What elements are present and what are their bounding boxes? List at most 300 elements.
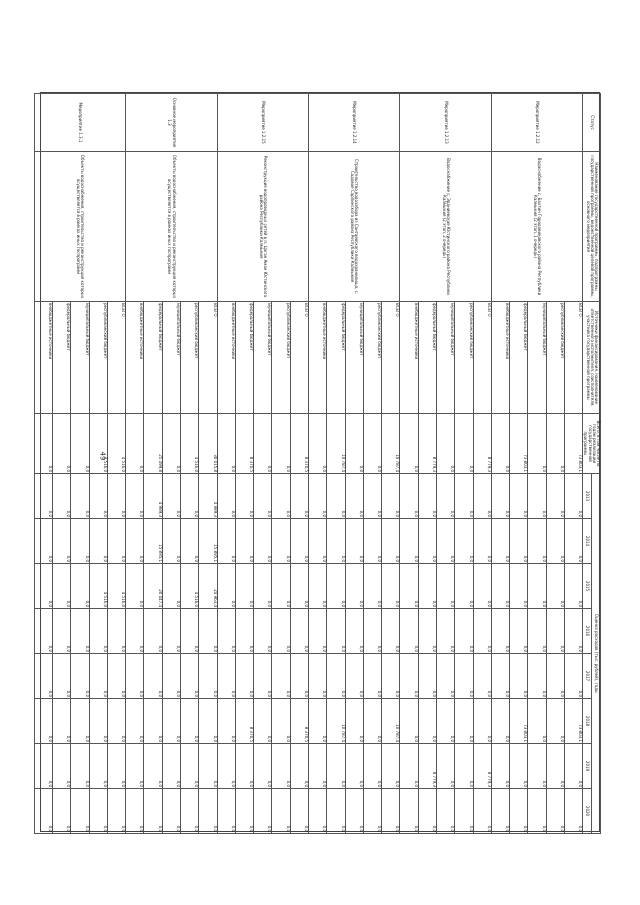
row-value: 0,0 [126, 654, 144, 699]
row-source: муниципальный бюджет [345, 302, 363, 414]
row-source: внебюджетные источники [491, 302, 509, 414]
row-value: 0,0 [71, 789, 89, 834]
row-value: 0,0 [437, 519, 455, 564]
row-value: 0,0 [199, 789, 217, 834]
row-value: 0,0 [418, 654, 436, 699]
row-value: 0,0 [345, 519, 363, 564]
budget-table [34, 93, 601, 834]
row-value: 0,0 [181, 609, 199, 654]
row-source: ВСЕГО [473, 302, 491, 414]
row-value: 15 895,1 [144, 519, 162, 564]
row-value: 0,0 [254, 519, 272, 564]
row-value: 0,0 [437, 564, 455, 609]
row-source: республиканский бюджет [363, 302, 381, 414]
row-value: 0,0 [144, 744, 162, 789]
row-value: 73 803,1 [510, 699, 528, 744]
row-source: федеральный бюджет [53, 302, 71, 414]
row-value: 0,0 [327, 789, 345, 834]
row-source: внебюджетные источники [400, 302, 418, 414]
row-value: 0,0 [400, 474, 418, 519]
row-value: 0,0 [327, 519, 345, 564]
row-value: 0,0 [53, 789, 71, 834]
row-value: 0,0 [126, 699, 144, 744]
row-source: федеральный бюджет [144, 302, 162, 414]
row-value: 0,0 [53, 414, 71, 474]
row-value: 0,0 [53, 699, 71, 744]
row-value: 0,0 [34, 654, 52, 699]
row-value: 0,0 [290, 474, 308, 519]
row-value: 0,0 [309, 474, 327, 519]
row-source: внебюджетные источники [217, 302, 235, 414]
row-value: 0,0 [272, 609, 290, 654]
budget-table-sheet [40, 92, 600, 832]
row-value: 0,0 [564, 789, 582, 834]
row-value: 4 516,0 [181, 564, 199, 609]
row-value: 0,0 [510, 744, 528, 789]
header-year: 2018 [583, 699, 592, 744]
row-value: 0,0 [162, 744, 180, 789]
row-value: 0,0 [217, 609, 235, 654]
row-value: 0,0 [528, 744, 546, 789]
row-value: 0,0 [254, 564, 272, 609]
row-value: 0,0 [418, 789, 436, 834]
row-value: 0,0 [564, 609, 582, 654]
row-value: 0,0 [162, 474, 180, 519]
row-value: 0,0 [126, 609, 144, 654]
row-value: 0,0 [71, 519, 89, 564]
header-name: Наименование государственной программы, подпрограммы государственной программы, ведомственной целевой программы, основного мероприятия [583, 152, 601, 302]
row-value: 0,0 [71, 654, 89, 699]
row-value: 0,0 [126, 414, 144, 474]
row-value: 0,0 [89, 699, 107, 744]
row-value: 0,0 [126, 564, 144, 609]
row-value: 0,0 [235, 654, 253, 699]
row-value: 0,0 [528, 414, 546, 474]
row-value: 0,0 [181, 654, 199, 699]
row-value: 0,0 [400, 654, 418, 699]
header-total: Всего, в том числе по годам реализации государственной программы [583, 414, 601, 474]
row-value: 0,0 [491, 474, 509, 519]
row-value: 0,0 [235, 789, 253, 834]
row-value: 0,0 [345, 474, 363, 519]
row-value: 0,0 [382, 789, 400, 834]
row-value: 0,0 [528, 564, 546, 609]
row-value: 0,0 [546, 474, 564, 519]
row-value: 0,0 [235, 564, 253, 609]
row-value: 0,0 [71, 744, 89, 789]
row-value: 0,0 [327, 654, 345, 699]
row-value: 0,0 [126, 744, 144, 789]
row-source: внебюджетные источники [34, 302, 52, 414]
row-value: 8 779,3 [473, 744, 491, 789]
table-header [583, 94, 601, 834]
row-value: 0,0 [71, 414, 89, 474]
row-value: 8 370,5 [235, 414, 253, 474]
row-value: 0,0 [254, 414, 272, 474]
row-value: 0,0 [382, 564, 400, 609]
row-source: республиканский бюджет [272, 302, 290, 414]
row-value: 0,0 [53, 609, 71, 654]
row-value: 0,0 [272, 699, 290, 744]
row-value: 0,0 [546, 654, 564, 699]
row-value: 0,0 [510, 789, 528, 834]
row-value: 0,0 [510, 519, 528, 564]
row-value: 0,0 [126, 789, 144, 834]
row-value: 0,0 [53, 564, 71, 609]
row-value: 0,0 [34, 789, 52, 834]
row-value: 0,0 [528, 519, 546, 564]
row-value: 0,0 [89, 474, 107, 519]
row-value: 0,0 [309, 699, 327, 744]
table-row [107, 94, 125, 834]
row-value: 4 516,0 [107, 564, 125, 609]
row-value: 4 516,0 [107, 414, 125, 474]
row-source: федеральный бюджет [510, 302, 528, 414]
row-status: Мероприятие 1.2.14 [309, 94, 400, 152]
row-value: 0,0 [564, 519, 582, 564]
row-value: 0,0 [455, 474, 473, 519]
row-value: 0,0 [107, 789, 125, 834]
row-value: 0,0 [309, 654, 327, 699]
row-value: 0,0 [309, 564, 327, 609]
row-status: Основное мероприятие 1.3 [126, 94, 217, 152]
row-name: Реконструкция водопроводных сетей в п. Цаган Аман Юстинского района Республики Калмыкия [217, 152, 308, 302]
row-value: 0,0 [510, 474, 528, 519]
row-value: 0,0 [144, 654, 162, 699]
row-source: республиканский бюджет [181, 302, 199, 414]
row-source: муниципальный бюджет [254, 302, 272, 414]
row-value: 0,0 [254, 744, 272, 789]
row-value: 0,0 [363, 564, 381, 609]
row-value: 8 779,3 [418, 744, 436, 789]
row-source: муниципальный бюджет [71, 302, 89, 414]
row-source: республиканский бюджет [89, 302, 107, 414]
header-year: 2017 [583, 654, 592, 699]
row-value: 0,0 [181, 474, 199, 519]
row-value: 0,0 [71, 609, 89, 654]
page-number: 49 [98, 451, 107, 461]
row-value: 0,0 [144, 699, 162, 744]
row-value: 4 516,0 [89, 564, 107, 609]
row-value: 0,0 [107, 519, 125, 564]
row-value: 0,0 [107, 654, 125, 699]
row-value: 0,0 [71, 699, 89, 744]
row-value: 73 803,1 [564, 414, 582, 474]
row-value: 0,0 [345, 654, 363, 699]
row-value: 0,0 [510, 654, 528, 699]
row-value: 0,0 [71, 474, 89, 519]
row-value: 0,0 [162, 699, 180, 744]
row-value: 0,0 [363, 474, 381, 519]
row-value: 10 787,4 [382, 699, 400, 744]
row-source: муниципальный бюджет [437, 302, 455, 414]
row-value: 8 370,5 [235, 699, 253, 744]
row-value: 10 787,4 [382, 414, 400, 474]
row-value: 0,0 [382, 519, 400, 564]
row-value: 0,0 [34, 564, 52, 609]
row-value: 0,0 [217, 564, 235, 609]
row-value: 15 895,1 [199, 519, 217, 564]
row-value: 0,0 [455, 519, 473, 564]
row-value: 4 516,0 [89, 414, 107, 474]
row-source: муниципальный бюджет [528, 302, 546, 414]
row-value: 0,0 [455, 699, 473, 744]
row-value: 0,0 [491, 699, 509, 744]
header-estimate: Оценка расходов (тыс. рублей), годы [592, 474, 601, 834]
row-value: 0,0 [345, 609, 363, 654]
row-value: 0,0 [546, 609, 564, 654]
row-value: 0,0 [418, 474, 436, 519]
row-value: 0,0 [528, 474, 546, 519]
row-value: 0,0 [162, 564, 180, 609]
row-value: 0,0 [327, 744, 345, 789]
row-value: 0,0 [400, 519, 418, 564]
row-value: 0,0 [491, 744, 509, 789]
row-value: 0,0 [162, 519, 180, 564]
row-value: 0,0 [491, 414, 509, 474]
row-value: 0,0 [89, 789, 107, 834]
row-value: 0,0 [546, 699, 564, 744]
row-value: 0,0 [309, 609, 327, 654]
row-value: 0,0 [34, 474, 52, 519]
row-value: 0,0 [400, 744, 418, 789]
row-value: 0,0 [34, 414, 52, 474]
row-value: 0,0 [199, 699, 217, 744]
header-year: 2019 [583, 744, 592, 789]
row-value: 0,0 [217, 519, 235, 564]
row-value: 0,0 [473, 519, 491, 564]
row-value: 0,0 [235, 609, 253, 654]
row-value: 0,0 [272, 654, 290, 699]
row-value: 0,0 [564, 564, 582, 609]
row-value: 0,0 [491, 789, 509, 834]
row-value: 0,0 [528, 609, 546, 654]
row-value: 0,0 [455, 654, 473, 699]
row-value: 0,0 [327, 564, 345, 609]
row-value: 0,0 [510, 564, 528, 609]
row-value: 0,0 [254, 654, 272, 699]
row-value: 0,0 [455, 609, 473, 654]
row-value: 0,0 [400, 609, 418, 654]
row-value: 0,0 [272, 474, 290, 519]
row-value: 0,0 [363, 519, 381, 564]
row-value: 0,0 [528, 699, 546, 744]
row-value: 0,0 [107, 744, 125, 789]
row-source: федеральный бюджет [235, 302, 253, 414]
row-value: 0,0 [199, 609, 217, 654]
row-value: 10 787,4 [327, 699, 345, 744]
row-value: 0,0 [345, 699, 363, 744]
row-value: 8 779,3 [473, 414, 491, 474]
row-value: 0,0 [235, 519, 253, 564]
table-row [199, 94, 217, 834]
row-value: 0,0 [491, 564, 509, 609]
header-status: Статус [583, 94, 601, 152]
row-value: 0,0 [455, 414, 473, 474]
row-value: 0,0 [254, 609, 272, 654]
row-value: 0,0 [418, 564, 436, 609]
row-value: 0,0 [181, 789, 199, 834]
row-value: 0,0 [473, 789, 491, 834]
row-value: 0,0 [528, 789, 546, 834]
row-value: 0,0 [437, 654, 455, 699]
row-value: 0,0 [290, 744, 308, 789]
row-value: 0,0 [107, 699, 125, 744]
header-year: 2016 [583, 609, 592, 654]
row-status: Мероприятие 1.2.12 [491, 94, 582, 152]
row-value: 0,0 [272, 744, 290, 789]
row-value: 0,0 [107, 609, 125, 654]
row-value: 0,0 [254, 474, 272, 519]
row-value: 73 803,1 [564, 699, 582, 744]
row-value: 0,0 [491, 654, 509, 699]
row-value: 0,0 [345, 789, 363, 834]
row-value: 0,0 [126, 474, 144, 519]
row-value: 0,0 [564, 474, 582, 519]
row-source: внебюджетные источники [126, 302, 144, 414]
row-value: 0,0 [363, 654, 381, 699]
row-value: 0,0 [199, 744, 217, 789]
row-value: 0,0 [162, 414, 180, 474]
row-value: 0,0 [546, 519, 564, 564]
row-source: республиканский бюджет [546, 302, 564, 414]
row-name: Объекты водоснабжения, строительство и реконструкция которых осуществляется в рамках иных госпрограмм [126, 152, 217, 302]
row-value: 0,0 [34, 519, 52, 564]
row-source: ВСЕГО [290, 302, 308, 414]
row-value: 0,0 [455, 789, 473, 834]
row-value: 0,0 [455, 744, 473, 789]
row-value: 0,0 [217, 744, 235, 789]
row-value: 4 989,3 [144, 474, 162, 519]
row-source: ВСЕГО [199, 302, 217, 414]
row-source: республиканский бюджет [455, 302, 473, 414]
row-value: 0,0 [345, 744, 363, 789]
row-value: 0,0 [53, 519, 71, 564]
row-value: 0,0 [162, 654, 180, 699]
row-value: 0,0 [144, 789, 162, 834]
row-value: 0,0 [400, 414, 418, 474]
row-value: 0,0 [345, 414, 363, 474]
header-source: Источники финансирования, наименование ответственного исполнителя, соисполнителя, участника государственной программы [583, 302, 601, 414]
row-value: 0,0 [181, 699, 199, 744]
row-value: 0,0 [546, 744, 564, 789]
row-value: 0,0 [400, 699, 418, 744]
row-source: ВСЕГО [564, 302, 582, 414]
row-value: 24 963,4 [199, 564, 217, 609]
header-year: 2015 [583, 564, 592, 609]
table-row [382, 94, 400, 834]
row-value: 0,0 [437, 744, 455, 789]
row-value: 30 015,8 [199, 414, 217, 474]
row-value: 0,0 [217, 789, 235, 834]
row-value: 0,0 [363, 609, 381, 654]
table-row [290, 94, 308, 834]
row-value: 0,0 [272, 519, 290, 564]
row-value: 0,0 [564, 744, 582, 789]
row-value: 0,0 [473, 564, 491, 609]
row-value: 4 516,0 [181, 414, 199, 474]
row-value: 0,0 [382, 744, 400, 789]
row-value: 0,0 [217, 654, 235, 699]
row-status: Мероприятие 1.2.15 [217, 94, 308, 152]
row-value: 0,0 [34, 609, 52, 654]
row-value: 0,0 [363, 744, 381, 789]
row-name: Водоснабжение с. Эрдниевское Юстинского района Республики Калмыкия (2 этап, 2 очередь) [400, 152, 491, 302]
row-value: 0,0 [528, 654, 546, 699]
row-value: 0,0 [89, 744, 107, 789]
row-value: 0,0 [254, 789, 272, 834]
row-value: 0,0 [34, 744, 52, 789]
row-value: 0,0 [546, 789, 564, 834]
row-value: 0,0 [53, 654, 71, 699]
row-value: 0,0 [400, 564, 418, 609]
row-value: 73 803,1 [510, 414, 528, 474]
row-value: 0,0 [400, 789, 418, 834]
row-source: ВСЕГО [107, 302, 125, 414]
row-value: 0,0 [89, 609, 107, 654]
row-status: Мероприятие 1.3.1 [34, 94, 126, 152]
row-value: 0,0 [162, 789, 180, 834]
row-value: 0,0 [34, 699, 52, 744]
row-value: 0,0 [418, 519, 436, 564]
row-value: 0,0 [437, 609, 455, 654]
row-value: 0,0 [437, 414, 455, 474]
row-name: Строительство водозабора из Сантаевского водохранилища, с. Садовое Сарпинского района Республики Калмыкия [309, 152, 400, 302]
row-value: 25 499,8 [144, 414, 162, 474]
row-value: 0,0 [546, 414, 564, 474]
row-value: 0,0 [162, 609, 180, 654]
row-value: 0,0 [437, 699, 455, 744]
row-value: 0,0 [181, 519, 199, 564]
row-source: федеральный бюджет [327, 302, 345, 414]
row-value: 0,0 [473, 609, 491, 654]
row-value: 0,0 [327, 609, 345, 654]
row-value: 0,0 [327, 474, 345, 519]
row-value: 0,0 [290, 789, 308, 834]
row-value: 0,0 [473, 474, 491, 519]
row-value: 0,0 [235, 474, 253, 519]
row-value: 0,0 [290, 519, 308, 564]
row-value: 0,0 [309, 744, 327, 789]
row-value: 0,0 [491, 609, 509, 654]
row-value: 0,0 [510, 609, 528, 654]
row-value: 20 447,4 [144, 564, 162, 609]
row-value: 0,0 [309, 414, 327, 474]
row-value: 10 787,4 [327, 414, 345, 474]
row-value: 0,0 [437, 789, 455, 834]
row-value: 8 370,5 [290, 414, 308, 474]
row-value: 0,0 [89, 654, 107, 699]
row-value: 0,0 [272, 564, 290, 609]
row-value: 0,0 [235, 744, 253, 789]
row-value: 0,0 [455, 564, 473, 609]
row-source: федеральный бюджет [418, 302, 436, 414]
row-value: 0,0 [473, 699, 491, 744]
row-value: 0,0 [363, 699, 381, 744]
row-value: 0,0 [126, 519, 144, 564]
row-value: 8 370,5 [290, 699, 308, 744]
row-source: внебюджетные источники [309, 302, 327, 414]
header-year: 2013 [583, 474, 592, 519]
row-value: 0,0 [418, 609, 436, 654]
row-value: 4 989,3 [199, 474, 217, 519]
row-value: 0,0 [345, 564, 363, 609]
row-value: 0,0 [437, 474, 455, 519]
row-value: 0,0 [546, 564, 564, 609]
row-source: ВСЕГО [382, 302, 400, 414]
row-value: 0,0 [473, 654, 491, 699]
row-value: 0,0 [107, 474, 125, 519]
